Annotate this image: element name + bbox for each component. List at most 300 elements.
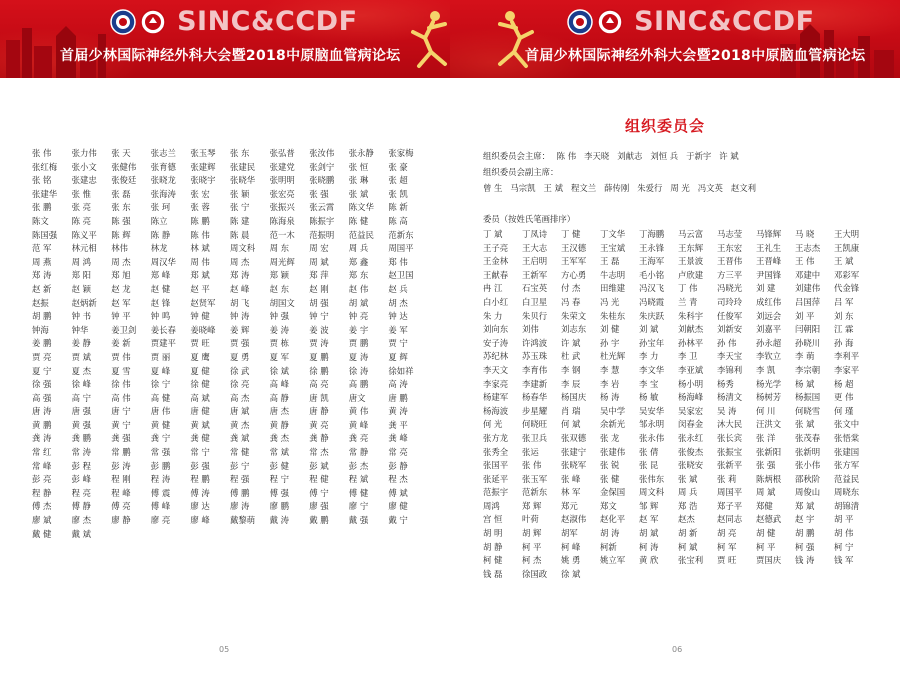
- name-entry: 白小红: [483, 296, 509, 307]
- name-entry: 傅 斌: [388, 487, 408, 498]
- society-emblem-icon: [567, 9, 593, 35]
- name-entry: 张方龙: [483, 432, 509, 443]
- name-entry: 高 斌: [190, 392, 210, 403]
- name-entry: 朱桂东: [600, 310, 626, 321]
- chair-names: [557, 151, 747, 161]
- name-entry: 傅 宁: [309, 487, 329, 498]
- name-entry: 高 杰: [229, 392, 250, 403]
- name-entry: 张剑宁: [309, 161, 335, 172]
- name-entry: 杨 斌: [795, 378, 815, 389]
- name-entry: 唐文: [348, 392, 366, 403]
- name-entry: 赵振: [32, 297, 49, 308]
- name-entry: 张运: [522, 446, 539, 457]
- name-entry: 李天宝: [717, 351, 743, 362]
- name-entry: 高 宁: [71, 392, 92, 403]
- name-entry: 钟 鸣: [150, 311, 171, 322]
- name-entry: 张新平: [717, 460, 743, 471]
- name-entry: 柯 健: [483, 555, 503, 566]
- name-entry: 贾国庆: [756, 555, 782, 566]
- name-entry: 刘 建: [756, 283, 776, 294]
- society-emblem-icon: [110, 9, 136, 35]
- name-entry: 叶荷: [522, 514, 539, 525]
- name-entry: 沐大民: [717, 419, 743, 430]
- name-entry: 程 强: [229, 474, 250, 485]
- name-entry: 许 斌: [561, 337, 581, 348]
- name-entry: 杜光辉: [600, 351, 626, 362]
- name-entry: 贾建平: [150, 338, 176, 349]
- name-entry: 李 萌: [795, 351, 815, 362]
- name-entry: 张 超: [388, 175, 408, 186]
- name-entry: 王新军: [522, 269, 548, 280]
- name-entry: 李 凯: [756, 364, 776, 375]
- kungfu-figure-icon: [492, 8, 540, 70]
- name-entry: 成红伟: [756, 296, 782, 307]
- name-entry: 贾 伟: [111, 351, 131, 362]
- name-entry: 钟 平: [111, 311, 131, 322]
- name-entry: 张红梅: [32, 161, 58, 172]
- name-entry: 范益民: [348, 229, 374, 240]
- name-entry: 闵春金: [678, 419, 704, 430]
- name-entry: 苏玉珠: [522, 351, 548, 362]
- name-entry: 王晋伟: [717, 256, 743, 267]
- name-entry: 方心勇: [561, 269, 587, 280]
- name-entry: 彭 静: [388, 460, 408, 471]
- name-entry: 姜 宇: [348, 324, 369, 335]
- name-entry: 程 鹏: [190, 474, 210, 485]
- name-entry: 周 斌: [756, 487, 776, 498]
- name-entry: 张 东: [229, 148, 250, 158]
- name-entry: 胡 斌: [639, 528, 659, 539]
- name-entry: 赵 军: [111, 297, 131, 308]
- name-entry: 张建辉: [190, 161, 216, 172]
- name-entry: 朱庆跃: [639, 310, 665, 321]
- name-entry: 柯 峰: [561, 541, 581, 552]
- name-entry: 张俊杰: [678, 446, 704, 457]
- name-entry: 常 健: [229, 447, 250, 458]
- name-entry: 黄 健: [150, 419, 171, 430]
- name-entry: 廖 斌: [32, 515, 52, 526]
- name-entry: 张 斌: [795, 419, 815, 430]
- name-entry: 张 斌: [348, 188, 369, 199]
- name-entry: 陈 辉: [111, 229, 131, 240]
- name-entry: 孙 海: [834, 337, 854, 348]
- name-entry: 李家亮: [483, 378, 509, 389]
- name-entry: 邵秋阶: [795, 473, 821, 484]
- name-entry: 彭 杰: [348, 460, 369, 471]
- name-entry: 李 辰: [561, 378, 581, 389]
- name-entry: 郑文: [600, 500, 617, 511]
- name-entry: 常 红: [32, 447, 52, 458]
- name-entry: 张 东: [111, 202, 131, 213]
- name-entry: 杨 涛: [600, 392, 620, 403]
- name-entry: 程 涛: [150, 474, 171, 485]
- name-entry: 廖 杰: [71, 515, 92, 526]
- name-entry: 张双德: [561, 432, 587, 443]
- brand-title: SINC&CCDF: [634, 6, 815, 37]
- chair-line: [483, 150, 747, 162]
- name-entry: 胡 鹏: [795, 528, 815, 539]
- name-entry: 马云富: [678, 229, 704, 239]
- name-entry: 廖 静: [111, 515, 131, 526]
- name-entry: 冯文英: [697, 183, 723, 193]
- name-entry: 胡 飞: [229, 297, 250, 308]
- name-entry: 唐 伟: [150, 406, 171, 417]
- name-entry: 姜 辉: [229, 324, 250, 335]
- name-entry: 赵 平: [190, 283, 210, 294]
- name-entry: 廖 达: [190, 501, 210, 512]
- name-entry: 胡锦清: [834, 500, 860, 511]
- name-entry: 白卫星: [522, 296, 548, 307]
- name-entry: 孙 宇: [600, 337, 620, 348]
- name-entry: 周 东: [269, 243, 290, 254]
- name-entry: 廖 涛: [229, 501, 250, 512]
- name-entry: 贾 斌: [71, 351, 92, 362]
- name-entry: 周光辉: [269, 256, 295, 267]
- name-entry: 戴 斌: [71, 528, 92, 539]
- name-entry: 郑 涛: [229, 270, 250, 281]
- name-entry: 柯新: [600, 541, 617, 552]
- name-entry: 程 峰: [111, 487, 131, 498]
- name-entry: 陈 伟: [556, 151, 577, 161]
- name-entry: 陈海泉: [269, 215, 295, 226]
- name-entry: 赵同志: [717, 514, 743, 525]
- name-entry: 毛小铭: [639, 269, 665, 280]
- name-entry: 周 兵: [348, 243, 369, 254]
- name-entry: 王 磊: [600, 256, 620, 267]
- name-entry: 胡 明: [483, 528, 503, 539]
- name-entry: 周 杰: [111, 256, 131, 267]
- name-entry: 龚 斌: [229, 433, 250, 444]
- name-entry: 徐国政: [522, 568, 548, 579]
- vice-chair-label-line: [483, 166, 562, 178]
- name-entry: 廖 健: [388, 501, 408, 512]
- name-entry: 赵 宇: [795, 514, 815, 525]
- name-entry: 王大志: [522, 242, 548, 253]
- name-entry: 郑 涛: [32, 270, 52, 281]
- name-entry: 胡军: [561, 528, 578, 539]
- name-entry: 周国平: [717, 487, 743, 498]
- name-entry: 赵 刚: [309, 283, 329, 294]
- name-entry: 姚立军: [600, 555, 626, 566]
- name-entry: 姚 勇: [561, 555, 581, 566]
- name-entry: 张永红: [678, 432, 704, 443]
- name-entry: 张永静: [348, 148, 374, 158]
- name-entry: 柯 宁: [834, 541, 854, 552]
- name-entry: 周 斌: [309, 256, 329, 267]
- name-entry: 常 斌: [269, 447, 290, 458]
- name-entry: 张悟棠: [834, 432, 860, 443]
- name-entry: 刘嘉平: [756, 324, 782, 335]
- name-entry: 张弘普: [269, 148, 295, 158]
- name-entry: 贾 栋: [269, 338, 290, 349]
- name-entry: 徐 峰: [71, 379, 92, 390]
- name-entry: 傅 峰: [150, 501, 171, 512]
- name-entry: 张 斌: [678, 473, 698, 484]
- name-entry: 何 斌: [561, 419, 581, 430]
- name-entry: 赵杰: [678, 514, 695, 525]
- name-entry: 龚 平: [388, 419, 408, 430]
- name-entry: 金保国: [600, 487, 626, 498]
- name-entry: 周 鸿: [71, 256, 92, 267]
- name-entry: 王永锋: [639, 242, 665, 253]
- name-entry: 张建宁: [561, 446, 587, 457]
- name-entry: 姜 波: [309, 324, 329, 335]
- name-entry: 赵 健: [150, 283, 171, 294]
- name-entry: 常 强: [150, 447, 171, 458]
- brand-title: SINC&CCDF: [177, 6, 358, 37]
- name-entry: 贾 丽: [150, 351, 171, 362]
- name-entry: 张 峰: [561, 473, 581, 484]
- members-label: 委员（按姓氏笔画排序）: [483, 214, 576, 224]
- name-entry: 钟海: [32, 324, 49, 335]
- name-entry: 柯 军: [717, 541, 737, 552]
- name-entry: 徐 宁: [150, 379, 171, 390]
- name-entry: 陈 新: [388, 202, 408, 213]
- name-entry: 杨清文: [717, 392, 743, 403]
- name-entry: 张 磊: [111, 188, 131, 199]
- name-entry: 陈文华: [348, 202, 374, 213]
- name-entry: 李文华: [639, 364, 665, 375]
- name-entry: 张 天: [111, 148, 131, 158]
- name-entry: 陈 健: [348, 215, 369, 226]
- name-entry: 高 伟: [111, 392, 131, 403]
- name-entry: 黄 亮: [309, 419, 329, 430]
- name-entry: 杨 超: [834, 378, 854, 389]
- name-entry: 冯晓霞: [639, 296, 665, 307]
- left-name-list: [32, 147, 428, 541]
- name-entry: 廖 鹏: [269, 501, 290, 512]
- name-entry: 张小文: [71, 161, 97, 172]
- name-entry: 郑 斌: [190, 270, 210, 281]
- name-entry: 范新东: [388, 229, 414, 240]
- name-entry: 张方军: [834, 460, 860, 471]
- name-entry: 张长宾: [717, 432, 743, 443]
- name-entry: 张晓龙: [150, 175, 176, 186]
- name-entry: 彭 鹏: [150, 460, 171, 471]
- name-entry: 胡 杰: [388, 297, 408, 308]
- name-entry: 冉 江: [483, 283, 503, 294]
- name-entry: 张建华: [32, 188, 58, 199]
- name-entry: 张 琳: [348, 175, 369, 186]
- name-entry: 张志兰: [150, 148, 176, 158]
- name-entry: 杜 武: [561, 351, 581, 362]
- name-entry: 王东宏: [717, 242, 743, 253]
- name-entry: 赵 兵: [388, 283, 408, 294]
- name-entry: 张云霄: [309, 202, 335, 213]
- name-entry: 陈义平: [71, 229, 97, 240]
- name-entry: 龚 峰: [388, 433, 408, 444]
- name-entry: 程文兰: [570, 183, 597, 193]
- name-entry: 王礼生: [756, 242, 782, 253]
- name-entry: 夏 鹏: [309, 351, 329, 362]
- name-entry: 王志杰: [795, 242, 821, 253]
- name-entry: 司玲玲: [717, 296, 743, 307]
- name-entry: 贾 宁: [388, 338, 408, 349]
- name-entry: 杨光学: [756, 378, 782, 389]
- name-entry: 刘献杰: [678, 324, 704, 335]
- name-entry: 徐 鹏: [309, 365, 329, 376]
- name-entry: 刘伟: [522, 324, 539, 335]
- emblems: [110, 9, 166, 35]
- name-entry: 郑 萍: [309, 270, 329, 281]
- name-entry: 姜 鹏: [32, 338, 52, 349]
- name-entry: 孙宝年: [639, 337, 665, 348]
- name-entry: 周俊山: [795, 487, 821, 498]
- name-entry: 王大明: [834, 229, 860, 239]
- name-entry: 徐如祥: [388, 365, 414, 376]
- header-banner-left: [0, 0, 450, 78]
- name-entry: 许 斌: [719, 151, 739, 161]
- vice-chair-names: [483, 183, 764, 193]
- name-entry: 王宝斌: [600, 242, 626, 253]
- organizing-committee-title: 组织委员会: [625, 117, 706, 135]
- name-entry: 龚 杰: [269, 433, 290, 444]
- name-entry: 王 伟: [795, 256, 815, 267]
- name-entry: 王东辉: [678, 242, 704, 253]
- name-entry: 钟 达: [388, 311, 408, 322]
- name-entry: 王晋峰: [756, 256, 782, 267]
- name-entry: 徐 伟: [111, 379, 131, 390]
- name-entry: 张晓安: [678, 460, 704, 471]
- name-entry: 牛志明: [600, 269, 626, 280]
- name-entry: 兰 青: [678, 296, 698, 307]
- name-entry: 廖 峰: [190, 515, 210, 526]
- name-entry: 周汉华: [150, 256, 176, 267]
- name-entry: 朱荣文: [561, 310, 587, 321]
- name-entry: 安子涛: [483, 337, 509, 348]
- name-entry: 戴 鹏: [309, 515, 329, 526]
- name-entry: 朱贝行: [522, 310, 548, 321]
- name-entry: 高 静: [269, 392, 290, 403]
- name-entry: 李建新: [522, 378, 548, 389]
- name-entry: 马锋辉: [756, 229, 782, 239]
- name-entry: 常 亮: [388, 447, 408, 458]
- logo-block: [110, 6, 358, 37]
- name-entry: 周 宏: [309, 243, 329, 254]
- name-entry: 郑元: [561, 500, 578, 511]
- name-entry: 龚 鹏: [71, 433, 92, 444]
- name-entry: 吕国萍: [795, 296, 821, 307]
- name-entry: 周文科: [639, 487, 665, 498]
- name-entry: 张 凯: [388, 188, 408, 199]
- name-entry: 柯 杰: [522, 555, 542, 566]
- name-entry: 张 伟: [522, 460, 542, 471]
- name-entry: 夏 峰: [150, 365, 171, 376]
- name-entry: 余新光: [600, 419, 626, 430]
- name-entry: 卢欣建: [678, 269, 704, 280]
- name-entry: 柯 平: [756, 541, 776, 552]
- name-entry: 郑 阳: [71, 270, 92, 281]
- name-entry: 姜 涛: [269, 324, 290, 335]
- name-entry: 钟 宁: [309, 311, 329, 322]
- name-entry: 徐 亮: [229, 379, 250, 390]
- name-entry: 唐 宁: [111, 406, 131, 417]
- name-entry: 高 亮: [309, 379, 329, 390]
- name-entry: 赵 东: [269, 283, 290, 294]
- name-entry: 何晓雪: [795, 405, 821, 416]
- name-entry: 苏纪林: [483, 351, 509, 362]
- name-entry: 姜 新: [111, 338, 131, 349]
- name-entry: 方三平: [717, 269, 743, 280]
- name-entry: 夏 雪: [111, 365, 131, 376]
- name-entry: 徐 武: [229, 365, 250, 376]
- name-entry: 钟华: [71, 324, 89, 335]
- name-entry: 郑 斌: [795, 500, 815, 511]
- name-entry: 杨振国: [795, 392, 821, 403]
- name-entry: 张海涛: [150, 188, 176, 199]
- name-entry: 杨海峰: [678, 392, 704, 403]
- name-entry: 宫 恒: [483, 514, 503, 525]
- name-entry: 李家平: [834, 364, 860, 375]
- name-entry: 胡 强: [309, 297, 329, 308]
- name-entry: 陈 伟: [190, 229, 210, 240]
- name-entry: 吴中学: [600, 405, 626, 416]
- name-entry: 范一木: [269, 229, 295, 240]
- name-entry: 何 光: [483, 419, 503, 430]
- name-entry: 姜 静: [71, 338, 92, 349]
- name-entry: 步星耀: [522, 405, 548, 416]
- name-entry: 黄 涛: [388, 406, 408, 417]
- name-entry: 戴 宁: [388, 515, 408, 526]
- name-entry: 陈文: [32, 215, 49, 226]
- name-entry: 黄 强: [71, 419, 92, 430]
- page-number-right: 06: [672, 645, 683, 654]
- name-entry: 郑 东: [348, 270, 369, 281]
- name-entry: 钱 军: [834, 555, 854, 566]
- name-entry: 徐 斌: [269, 365, 290, 376]
- name-entry: 钟 涛: [229, 311, 250, 322]
- name-entry: 李育伟: [522, 364, 548, 375]
- name-entry: 张卫兵: [522, 432, 548, 443]
- name-entry: 刘远会: [756, 310, 782, 321]
- name-entry: 朱 力: [483, 310, 503, 321]
- name-entry: 张 颖: [229, 188, 250, 199]
- member-name-list: [483, 228, 873, 581]
- name-entry: 唐 鹏: [388, 392, 408, 403]
- name-entry: 黄 鹏: [32, 419, 52, 430]
- name-entry: 赵 新: [32, 283, 52, 294]
- name-entry: 夏 辉: [388, 351, 408, 362]
- name-entry: 程 健: [309, 474, 329, 485]
- name-entry: 林 斌: [190, 243, 210, 254]
- name-entry: 张 蓉: [190, 202, 210, 213]
- name-entry: 张小伟: [795, 460, 821, 471]
- name-entry: 赵 锋: [150, 297, 171, 308]
- name-entry: 周 伟: [190, 256, 210, 267]
- name-entry: 郑 鑫: [348, 256, 369, 267]
- name-entry: 陈 建: [229, 215, 250, 226]
- name-entry: 陈国强: [32, 229, 58, 240]
- name-entry: 何 瑾: [834, 405, 854, 416]
- name-entry: 张建国: [834, 446, 860, 457]
- name-entry: 柯 涛: [639, 541, 659, 552]
- name-entry: 陈 鹏: [190, 215, 210, 226]
- name-entry: 张明明: [269, 175, 295, 186]
- name-entry: 张晓军: [561, 460, 587, 471]
- name-entry: 胡 涛: [600, 528, 620, 539]
- name-entry: 李 钢: [561, 364, 581, 375]
- name-entry: 马志莹: [717, 229, 743, 239]
- name-entry: 马宗凯: [510, 183, 536, 193]
- name-entry: 李 力: [639, 351, 659, 362]
- name-entry: 高 强: [32, 392, 52, 403]
- name-entry: 周晓东: [834, 487, 860, 498]
- name-entry: 陈 强: [111, 215, 131, 226]
- name-entry: 刘 平: [795, 310, 815, 321]
- vice-chair-line: [483, 182, 764, 194]
- name-entry: 吴家宏: [678, 405, 704, 416]
- name-entry: 张 伟: [32, 148, 52, 158]
